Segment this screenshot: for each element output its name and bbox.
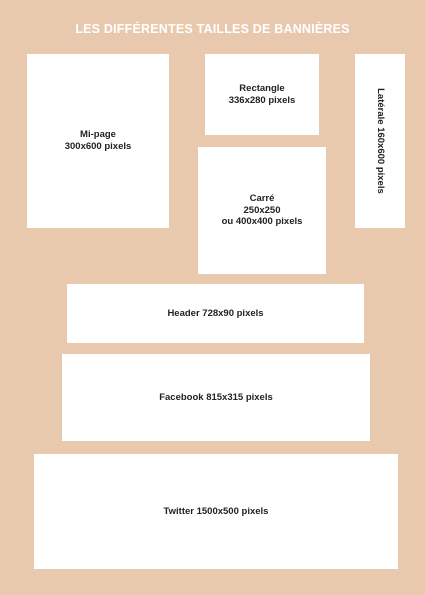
banner-header-label: Header 728x90 pixels bbox=[167, 307, 264, 319]
banner-carre-label: Carré 250x250 ou 400x400 pixels bbox=[221, 192, 303, 228]
banner-twitter bbox=[34, 454, 398, 569]
banner-rectangle bbox=[205, 54, 319, 135]
banner-mi-page bbox=[27, 54, 169, 228]
banner-twitter-label: Twitter 1500x500 pixels bbox=[163, 505, 269, 517]
page-title: LES DIFFÉRENTES TAILLES DE BANNIÈRES bbox=[75, 22, 350, 36]
banner-header bbox=[67, 284, 364, 343]
banner-carre bbox=[198, 147, 326, 274]
banner-mi-page-label: Mi-page 300x600 pixels bbox=[64, 129, 132, 152]
banner-laterale-label: Latérale 160x600 pixels bbox=[374, 88, 386, 194]
banner-facebook bbox=[62, 354, 370, 441]
banner-laterale bbox=[355, 54, 405, 228]
banner-facebook-label: Facebook 815x315 pixels bbox=[159, 391, 273, 403]
banner-rectangle-label: Rectangle 336x280 pixels bbox=[228, 82, 296, 106]
